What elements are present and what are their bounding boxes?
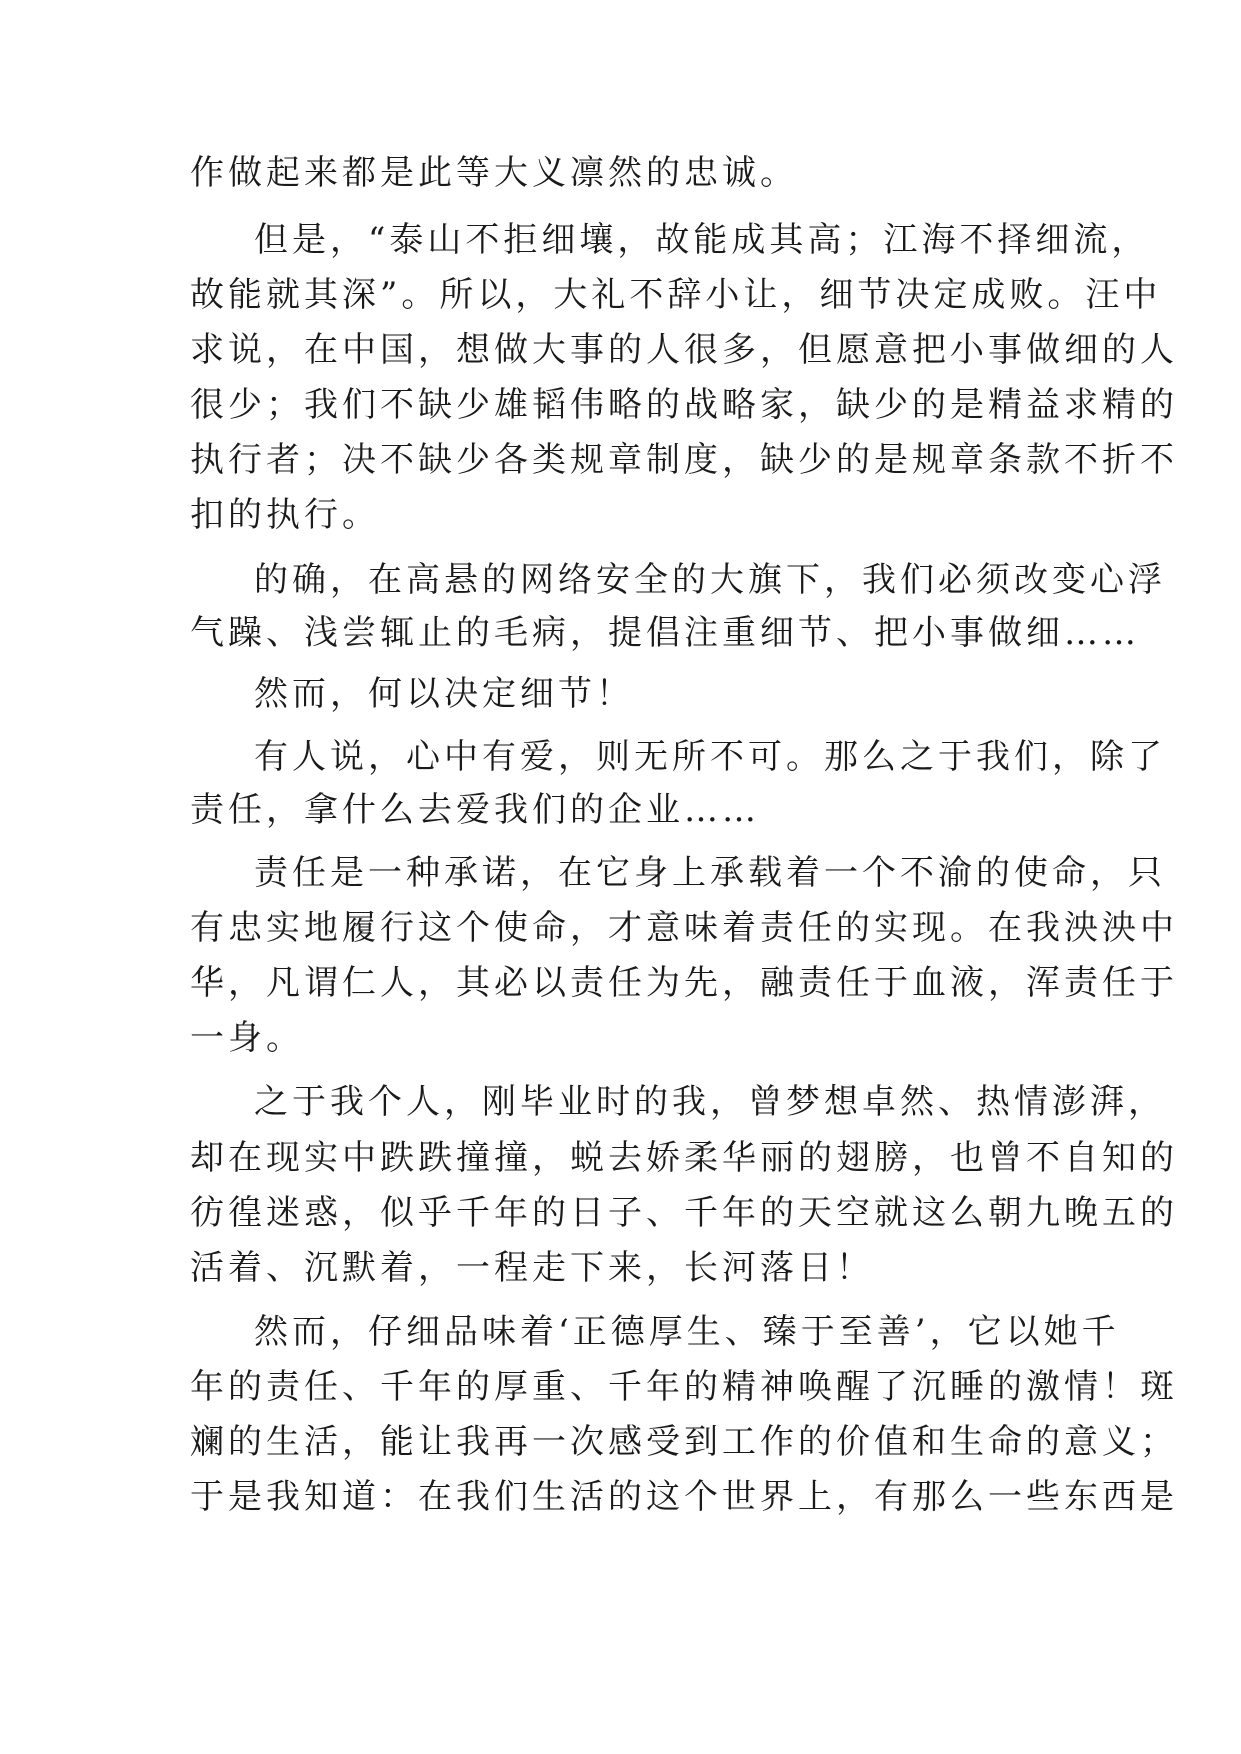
text-line: 于是我知道：在我们生活的这个世界上，有那么一些东西是: [190, 1477, 1178, 1517]
text-line: 斓的生活，能让我再一次感受到工作的价值和生命的意义；: [190, 1422, 1178, 1462]
paragraph-first-line: 责任是一种承诺，在它身上承载着一个不渝的使命，只: [254, 853, 1166, 893]
text-line: 作做起来都是此等大义凛然的忠诚。: [190, 153, 798, 193]
paragraph-first-line: 然而，何以决定细节！: [254, 674, 634, 714]
text-line: 责任，拿什么去爱我们的企业……: [190, 790, 760, 830]
paragraph-first-line: 然而，仔细品味着‘正德厚生、臻于至善’，它以她千: [254, 1312, 1120, 1352]
text-line: 扣的执行。: [190, 495, 380, 535]
text-line: 执行者；决不缺少各类规章制度，缺少的是规章条款不折不: [190, 440, 1178, 480]
text-line: 华，凡谓仁人，其必以责任为先，融责任于血液，浑责任于: [190, 963, 1178, 1003]
paragraph-first-line: 有人说，心中有爱，则无所不可。那么之于我们，除了: [254, 737, 1166, 777]
text-line: 年的责任、千年的厚重、千年的精神唤醒了沉睡的激情！斑: [190, 1367, 1178, 1407]
paragraph-first-line: 的确，在高悬的网络安全的大旗下，我们必须改变心浮: [254, 560, 1166, 600]
text-line: 彷徨迷惑，似乎千年的日子、千年的天空就这么朝九晚五的: [190, 1193, 1178, 1233]
text-line: 很少；我们不缺少雄韬伟略的战略家，缺少的是精益求精的: [190, 385, 1178, 425]
text-line: 故能就其深”。所以，大礼不辞小让，细节决定成败。汪中: [190, 275, 1162, 315]
text-line: 气躁、浅尝辄止的毛病，提倡注重细节、把小事做细……: [190, 613, 1140, 653]
paragraph-first-line: 但是，“泰山不拒细壤，故能成其高；江海不择细流，: [254, 220, 1150, 260]
text-line: 求说，在中国，想做大事的人很多，但愿意把小事做细的人: [190, 330, 1178, 370]
paragraph-first-line: 之于我个人，刚毕业时的我，曾梦想卓然、热情澎湃，: [254, 1082, 1166, 1122]
text-line: 却在现实中跌跌撞撞，蜕去娇柔华丽的翅膀，也曾不自知的: [190, 1138, 1178, 1178]
text-line: 有忠实地履行这个使命，才意味着责任的实现。在我泱泱中: [190, 908, 1178, 948]
text-line: 活着、沉默着，一程走下来，长河落日！: [190, 1248, 874, 1288]
text-line: 一身。: [190, 1018, 304, 1058]
